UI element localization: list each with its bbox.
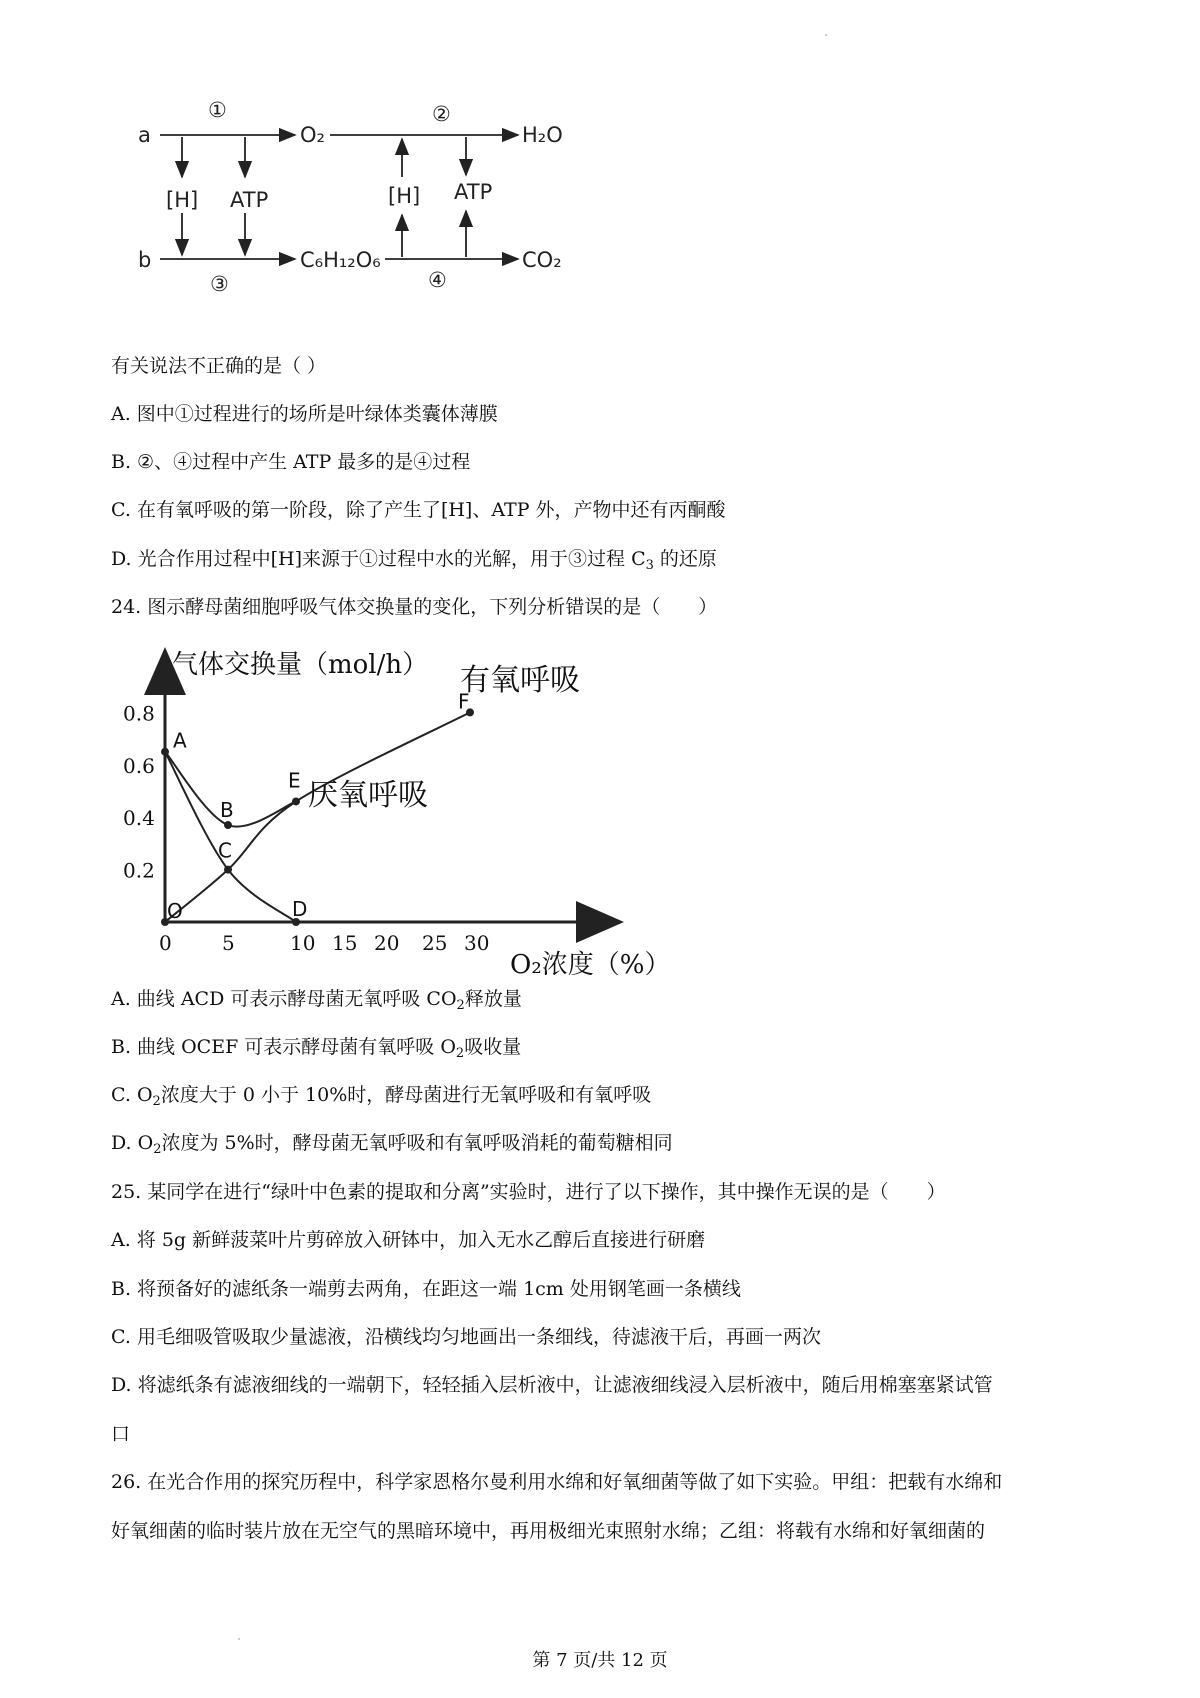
label-a: a bbox=[138, 123, 151, 147]
scan-dot bbox=[238, 1638, 240, 1640]
q23-stem: 有关说法不正确的是（ ） bbox=[111, 355, 327, 377]
step-2: ② bbox=[432, 102, 451, 126]
y-tick-label: 0.4 bbox=[123, 806, 155, 831]
q23-option-b: B. ②、④过程中产生 ATP 最多的是④过程 bbox=[111, 451, 471, 473]
q25-option-c: C. 用毛细吸管吸取少量滤液，沿横线均匀地画出一条细线，待滤液干后，再画一两次 bbox=[111, 1326, 821, 1348]
x-axis-label: O₂浓度（%） bbox=[510, 950, 671, 975]
q25-option-a: A. 将 5g 新鲜菠菜叶片剪碎放入研钵中，加入无水乙醇后直接进行研磨 bbox=[111, 1229, 706, 1251]
q24-option-a: A. 曲线 ACD 可表示酵母菌无氧呼吸 $CO_2$释放量 bbox=[111, 988, 522, 1013]
respiration-photosynthesis-diagram bbox=[130, 95, 630, 325]
x-tick-label: 30 bbox=[464, 931, 490, 955]
series-label-aerobic: 有氧呼吸 bbox=[460, 663, 580, 698]
curve-aerobic-ocef bbox=[165, 712, 470, 922]
label-atp-right: ATP bbox=[454, 180, 493, 204]
point-label-f: F bbox=[458, 689, 470, 714]
x-tick-label: 5 bbox=[222, 931, 235, 955]
x-tick-label: 20 bbox=[374, 931, 400, 955]
y-tick-label: 0.8 bbox=[123, 701, 155, 726]
label-h2o: H₂O bbox=[522, 123, 563, 147]
step-1: ① bbox=[208, 98, 227, 122]
y-tick-label: 0.2 bbox=[123, 858, 155, 883]
scan-dot bbox=[825, 34, 827, 36]
label-o2: O₂ bbox=[300, 123, 325, 147]
point-label-o: O bbox=[167, 899, 183, 923]
x-tick-label: 10 bbox=[290, 931, 316, 955]
q23-option-d: D. 光合作用过程中[H]来源于①过程中水的光解，用于③过程 $C_3$ 的还原 bbox=[111, 548, 717, 573]
step-4: ④ bbox=[428, 268, 447, 292]
q23-option-c: C. 在有氧呼吸的第一阶段，除了产生了[H]、ATP 外，产物中还有丙酮酸 bbox=[111, 499, 726, 521]
point-label-e: E bbox=[288, 768, 301, 793]
step-3: ③ bbox=[210, 272, 229, 296]
x-tick-label: 0 bbox=[159, 931, 172, 955]
label-atp-left: ATP bbox=[230, 188, 269, 212]
q24-stem: 24. 图示酵母菌细胞呼吸气体交换量的变化，下列分析错误的是（ ） bbox=[111, 596, 718, 618]
point-a bbox=[161, 748, 169, 756]
q25-stem: 25. 某同学在进行“绿叶中色素的提取和分离”实验时，进行了以下操作，其中操作无误的是（ ） bbox=[111, 1181, 946, 1203]
point-label-b: B bbox=[220, 798, 234, 823]
q26-line1: 26. 在光合作用的探究历程中，科学家恩格尔曼利用水绵和好氧细菌等做了如下实验。甲组：把载有水绵和 bbox=[111, 1471, 1003, 1493]
label-glucose: C₆H₁₂O₆ bbox=[300, 248, 381, 272]
q24-option-d: D. $O_2$浓度为 5%时，酵母菌无氧呼吸和有氧呼吸消耗的葡萄糖相同 bbox=[111, 1132, 673, 1157]
q24-option-c: C. $O_2$浓度大于 0 小于 10%时，酵母菌进行无氧呼吸和有氧呼吸 bbox=[111, 1084, 652, 1109]
x-tick-label: 25 bbox=[422, 931, 448, 955]
label-co2: CO₂ bbox=[522, 248, 562, 272]
point-label-a: A bbox=[173, 728, 187, 753]
label-b: b bbox=[138, 248, 152, 272]
point-label-c: C bbox=[218, 838, 232, 863]
point-c bbox=[224, 866, 232, 874]
q25-option-d-line1: D. 将滤纸条有滤液细线的一端朝下，轻轻插入层析液中，让滤液细线浸入层析液中，随后用棉塞塞紧试管 bbox=[111, 1374, 993, 1396]
point-e bbox=[292, 797, 300, 805]
y-axis-label: 气体交换量（mol/h） bbox=[172, 650, 429, 680]
series-label-anaerobic: 厌氧呼吸 bbox=[308, 778, 428, 813]
point-b bbox=[224, 821, 232, 829]
curve-anaerobic-acd bbox=[165, 752, 296, 922]
q25-option-b: B. 将预备好的滤纸条一端剪去两角，在距这一端 1cm 处用钢笔画一条横线 bbox=[111, 1278, 741, 1300]
y-tick-label: 0.6 bbox=[123, 753, 155, 778]
page-footer: 第 7 页/共 12 页 bbox=[532, 1650, 668, 1671]
q25-option-d-line2: 口 bbox=[111, 1423, 131, 1445]
label-h-left: [H] bbox=[166, 188, 199, 212]
label-h-right: [H] bbox=[388, 184, 421, 208]
q23-option-a: A. 图中①过程进行的场所是叶绿体类囊体薄膜 bbox=[111, 403, 498, 425]
x-tick-label: 15 bbox=[332, 931, 358, 955]
gas-exchange-chart bbox=[120, 645, 740, 975]
q24-option-b: B. 曲线 OCEF 可表示酵母菌有氧呼吸 $O_2$吸收量 bbox=[111, 1036, 522, 1061]
point-label-d: D bbox=[292, 897, 308, 921]
q26-line2: 好氧细菌的临时装片放在无空气的黑暗环境中，再用极细光束照射水绵；乙组：将载有水绵和好氧细菌的 bbox=[111, 1520, 986, 1542]
